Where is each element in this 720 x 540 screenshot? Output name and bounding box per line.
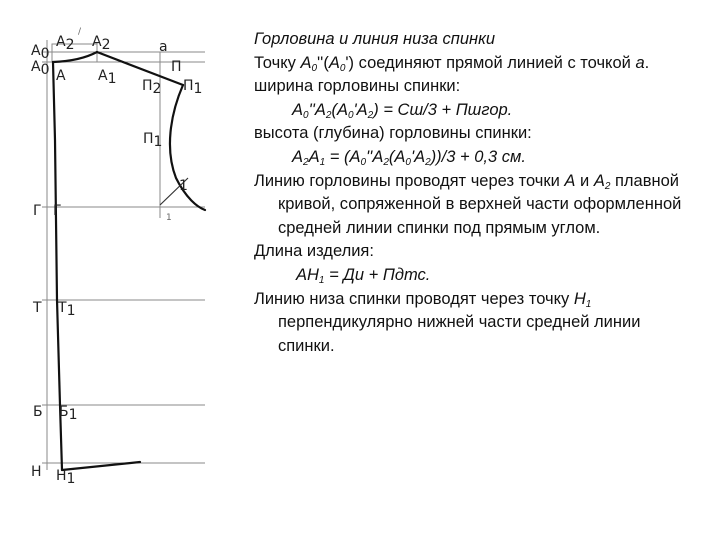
formula-neck-width: $А_0''А_2(А_0'А_2) = Сш/3$ + Пшгор. — [292, 100, 513, 121]
formula-neck-height: $А_2А_1 = (А_0''А_2(А_0'А_2))/3 + 0,3$ см. — [292, 147, 526, 168]
neckline-curve — [53, 52, 97, 62]
label-tick-small: 1 — [166, 213, 172, 223]
label-a: А — [56, 68, 66, 84]
paragraph-neck-height: высота (глубина) горловины спинки: — [254, 124, 532, 143]
label-p1-mid: П1 — [143, 131, 163, 150]
paragraph-neckline-curve: Линию горловины проводят через точки А и $А_2$ плавной кривой, сопряженной в верхней части оформленной средней линии спинки под прямым углом. — [254, 171, 682, 237]
label-t1: Т1 — [58, 300, 76, 319]
label-t: Т — [33, 300, 42, 316]
label-a2b: А2 — [92, 34, 111, 53]
label-g: Г — [33, 203, 42, 219]
label-g1: Г — [53, 203, 62, 219]
label-p: П — [171, 59, 182, 75]
label-p1-right: П1 — [183, 78, 203, 97]
label-p2: П2 — [142, 78, 162, 97]
paragraph-neck-width: ширина горловины спинки: — [254, 77, 461, 96]
section-title: Горловина и линия низа спинки — [254, 30, 496, 48]
label-b1: Б1 — [59, 404, 78, 423]
label-a0-top: А0 — [31, 43, 50, 62]
paragraph-hem-line: Линию низа спинки проводят через точку $Н_1$ перпендикулярно нижней части средней линии спинки. — [254, 289, 641, 355]
label-h1: Н1 — [56, 468, 76, 487]
label-h: Н — [31, 464, 42, 480]
paragraph-length: Длина изделия: — [254, 242, 374, 261]
label-a-small: а — [159, 39, 168, 55]
label-b: Б — [33, 404, 43, 420]
label-a1: А1 — [98, 68, 117, 87]
label-a0-lower: А0 — [31, 59, 50, 78]
paragraph-connect-points: Точку $А_0''(А_0')$ соединяют прямой линией с точкой а. — [254, 53, 650, 74]
label-one: 1 — [179, 178, 188, 194]
back-pattern-diagram — [0, 0, 240, 540]
label-a2-mark: / — [78, 27, 82, 37]
instruction-text — [254, 28, 684, 358]
formula-length: $АН_1$ = Ди + Пдтс. — [296, 265, 431, 286]
label-a2-top: А2 — [56, 34, 75, 53]
